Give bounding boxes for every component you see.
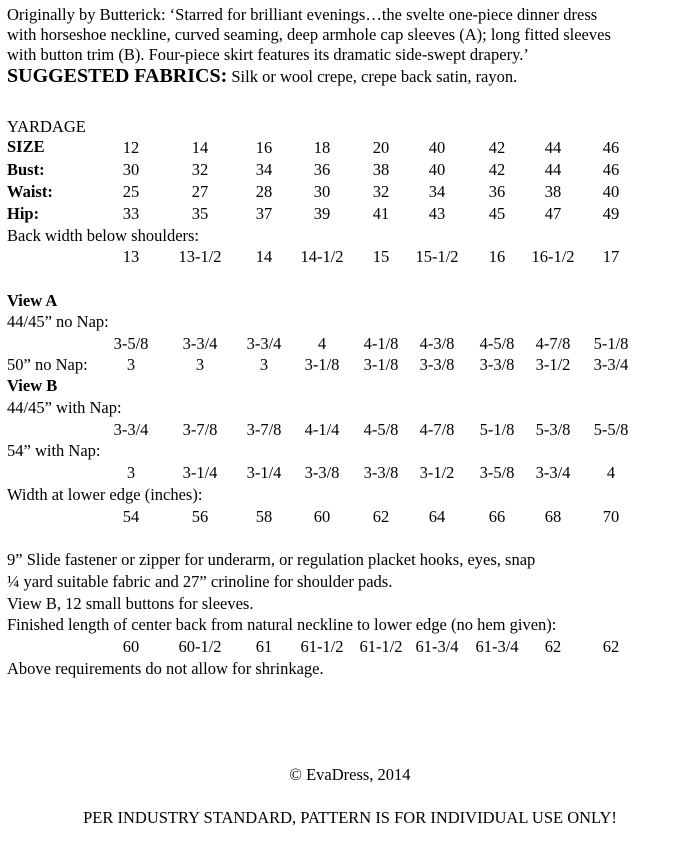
bust-value: 34 [255, 160, 273, 179]
lower-edge-value: 60 [313, 507, 331, 526]
view-b-44-row [0, 420, 700, 440]
view-b-54-value: 3-5/8 [479, 463, 515, 482]
size-value: 16 [255, 138, 273, 157]
lower-edge-value: 66 [488, 507, 506, 526]
back-width-value: 16 [488, 247, 506, 266]
copyright: © EvaDress, 2014 [289, 765, 411, 784]
hip-value: 49 [602, 204, 620, 223]
waist-value: 27 [191, 182, 209, 201]
view-a-44-value: 4-7/8 [535, 334, 571, 353]
view-b-44-value: 4-7/8 [419, 420, 455, 439]
waist-value: 30 [313, 182, 331, 201]
view-a-heading: View A [7, 291, 58, 310]
hip-value: 35 [191, 204, 209, 223]
view-a-44-value: 3-3/4 [246, 334, 282, 353]
back-width-value: 15-1/2 [415, 247, 459, 266]
hip-value: 43 [428, 204, 446, 223]
view-a-50-value: 3-1/2 [535, 355, 571, 374]
suggested-fabrics [7, 66, 517, 87]
view-a-44-value: 3-5/8 [113, 334, 149, 353]
size-value: 14 [191, 138, 209, 157]
lower-edge-value: 62 [372, 507, 390, 526]
waist-value: 28 [255, 182, 273, 201]
finished-length-row [0, 637, 700, 657]
lower-edge-row [0, 507, 700, 527]
back-width-value: 13-1/2 [178, 247, 222, 266]
intro-line-3: with button trim (B). Four-piece skirt features its dramatic side-swept drapery.’ [7, 45, 529, 64]
view-b-54-value: 3-3/8 [304, 463, 340, 482]
size-row [0, 138, 700, 158]
back-width-label: Back width below shoulders: [7, 226, 200, 245]
size-value: 18 [313, 138, 331, 157]
view-b-54-value: 3-1/4 [246, 463, 282, 482]
size-value: 44 [544, 138, 562, 157]
lower-edge-value: 58 [255, 507, 273, 526]
lower-edge-label: Width at lower edge (inches): [7, 485, 203, 504]
size-value: 12 [122, 138, 140, 157]
view-b-44-value: 3-7/8 [182, 420, 218, 439]
view-b-54-row [0, 463, 700, 483]
back-width-value: 13 [122, 247, 140, 266]
notions-line-2: ¼ yard suitable fabric and 27” crinoline for shoulder pads. [7, 572, 393, 591]
view-b-54-value: 3-3/8 [363, 463, 399, 482]
waist-value: 40 [602, 182, 620, 201]
finished-length-label: Finished length of center back from natural neckline to lower edge (no hem given): [7, 615, 557, 634]
view-a-44-value: 4 [317, 334, 327, 353]
waist-value: 38 [544, 182, 562, 201]
hip-value: 33 [122, 204, 140, 223]
lower-edge-value: 64 [428, 507, 446, 526]
view-a-44-value: 3-3/4 [182, 334, 218, 353]
view-b-44-value: 3-3/4 [113, 420, 149, 439]
view-b-54-value: 3-3/4 [535, 463, 571, 482]
view-b-44-value: 4-1/4 [304, 420, 340, 439]
view-b-heading: View B [7, 376, 58, 395]
yardage-heading: YARDAGE [7, 117, 86, 136]
hip-value: 39 [313, 204, 331, 223]
view-a-44-value: 4-1/8 [363, 334, 399, 353]
finished-length-value: 61-3/4 [415, 637, 459, 656]
view-a-50-value: 3-1/8 [304, 355, 340, 374]
view-a-50-value: 3-3/8 [479, 355, 515, 374]
lower-edge-value: 56 [191, 507, 209, 526]
hip-label: Hip: [7, 204, 40, 223]
finished-length-value: 61-3/4 [475, 637, 519, 656]
finished-length-value: 60-1/2 [178, 637, 222, 656]
bust-value: 32 [191, 160, 209, 179]
view-a-50-value: 3-3/4 [593, 355, 629, 374]
notions-line-3: View B, 12 small buttons for sleeves. [7, 594, 254, 613]
view-b-44-value: 3-7/8 [246, 420, 282, 439]
bust-value: 38 [372, 160, 390, 179]
view-b-44-value: 5-1/8 [479, 420, 515, 439]
view-b-44-label: 44/45” with Nap: [7, 398, 122, 417]
bust-row [0, 160, 700, 180]
bust-value: 46 [602, 160, 620, 179]
finished-length-value: 61-1/2 [300, 637, 344, 656]
bust-value: 30 [122, 160, 140, 179]
waist-value: 34 [428, 182, 446, 201]
view-a-50-row [0, 355, 700, 375]
finished-length-value: 61 [255, 637, 273, 656]
footer-notice: PER INDUSTRY STANDARD, PATTERN IS FOR INDIVIDUAL USE ONLY! [83, 808, 617, 827]
bust-value: 44 [544, 160, 562, 179]
hip-value: 45 [488, 204, 506, 223]
hip-value: 37 [255, 204, 273, 223]
view-a-50-label: 50” no Nap: [7, 355, 88, 374]
back-width-row [0, 247, 700, 267]
bust-value: 42 [488, 160, 506, 179]
view-b-54-value: 4 [606, 463, 616, 482]
waist-value: 32 [372, 182, 390, 201]
view-b-44-value: 5-5/8 [593, 420, 629, 439]
size-label: SIZE [7, 137, 45, 156]
view-b-54-value: 3-1/4 [182, 463, 218, 482]
view-b-44-value: 5-3/8 [535, 420, 571, 439]
view-a-44-row [0, 334, 700, 354]
hip-row [0, 204, 700, 224]
view-a-50-value: 3 [195, 355, 205, 374]
bust-label: Bust: [7, 160, 45, 179]
view-b-54-label: 54” with Nap: [7, 441, 101, 460]
view-a-44-value: 4-5/8 [479, 334, 515, 353]
finished-length-value: 60 [122, 637, 140, 656]
view-a-50-value: 3 [126, 355, 136, 374]
notions-line-1: 9” Slide fastener or zipper for underarm, or regulation placket hooks, eyes, snap [7, 550, 536, 569]
view-a-50-value: 3-3/8 [419, 355, 455, 374]
lower-edge-value: 70 [602, 507, 620, 526]
intro-line-2: with horseshoe neckline, curved seaming, deep armhole cap sleeves (A); long fitted sleeves [7, 25, 611, 44]
finished-length-value: 61-1/2 [359, 637, 403, 656]
view-b-44-value: 4-5/8 [363, 420, 399, 439]
intro-line-1: Originally by Butterick: ‘Starred for brilliant evenings…the svelte one-piece dinner dress [7, 5, 598, 24]
size-value: 42 [488, 138, 506, 157]
size-value: 46 [602, 138, 620, 157]
back-width-value: 16-1/2 [531, 247, 575, 266]
back-width-value: 14 [255, 247, 273, 266]
hip-value: 41 [372, 204, 390, 223]
hip-value: 47 [544, 204, 562, 223]
finished-length-value: 62 [602, 637, 620, 656]
fabrics-text: Silk or wool crepe, crepe back satin, rayon. [227, 67, 518, 86]
view-a-44-label: 44/45” no Nap: [7, 312, 109, 331]
view-a-50-value: 3 [259, 355, 269, 374]
lower-edge-value: 68 [544, 507, 562, 526]
bust-value: 40 [428, 160, 446, 179]
view-b-54-value: 3 [126, 463, 136, 482]
lower-edge-value: 54 [122, 507, 140, 526]
finished-length-value: 62 [544, 637, 562, 656]
fabrics-heading: SUGGESTED FABRICS: [7, 65, 228, 87]
back-width-value: 15 [372, 247, 390, 266]
waist-row [0, 182, 700, 202]
view-a-44-value: 4-3/8 [419, 334, 455, 353]
size-value: 40 [428, 138, 446, 157]
back-width-value: 17 [602, 247, 620, 266]
view-a-50-value: 3-1/8 [363, 355, 399, 374]
shrinkage-note: Above requirements do not allow for shrinkage. [7, 659, 324, 678]
back-width-value: 14-1/2 [300, 247, 344, 266]
bust-value: 36 [313, 160, 331, 179]
waist-label: Waist: [7, 182, 53, 201]
size-value: 20 [372, 138, 390, 157]
waist-value: 25 [122, 182, 140, 201]
waist-value: 36 [488, 182, 506, 201]
view-a-44-value: 5-1/8 [593, 334, 629, 353]
view-b-54-value: 3-1/2 [419, 463, 455, 482]
